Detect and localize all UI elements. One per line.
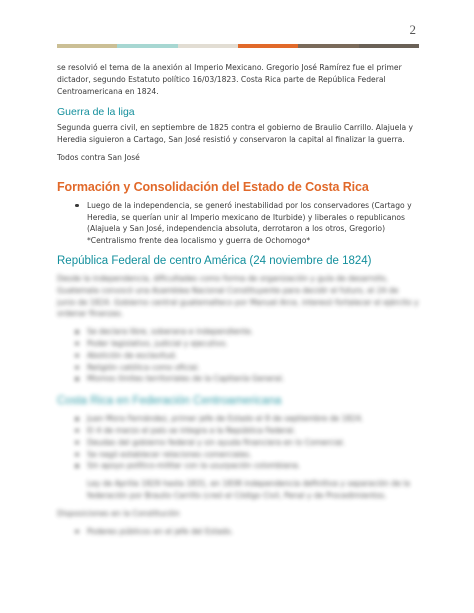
federacion-paragraph: Ley de Aprilia 1829 hasta 1831, en 1838 independencia definitiva y separación de la federación por Braulio Carrillo (creó el Código Civil, Penal y de Procedimientos. [87, 479, 410, 500]
federacion-heading: Costa Rica en Federación Centroamericana [57, 395, 282, 408]
guerra-note: Todos contra San José [57, 152, 140, 162]
list-item: Se negó establecer relaciones comerciales. [87, 449, 419, 461]
republica-paragraph: Desde la independencia, dificultades como forma de organización y guía de desarrollo, Guatemala convocó una Asamblea Nacional Constituyente para decidir el futuro, el 24 de junio de 1824. Gobierno central guatemalteco por Manuel Arce, interesó fortalecer el ejército y ordenar finanzas. [57, 273, 419, 319]
list-item: El 4 de marzo el país se integra a la República Federal. [87, 425, 419, 437]
color-segment [178, 44, 238, 48]
list-item: Religión católica como oficial. [87, 362, 419, 374]
blurred-preview-region [57, 273, 419, 537]
list-item: Abolición de esclavitud. [87, 350, 419, 362]
list-item: Deudas del gobierno federal y sin ayuda financiera en lo Comercial. [87, 437, 419, 449]
guerra-paragraph: Segunda guerra civil, en septiembre de 1825 contra el gobierno de Braulio Carrillo. Alajuela y Heredia siguieron a Cartago, San José resistió y conservaron la capital al finalizar la guerra. [57, 123, 414, 145]
intro-paragraph: se resolvió el tema de la anexión al Imperio Mexicano. Gregorio José Ramírez fue el primer dictador, segundo Estatuto político 16/03/1823. Costa Rica parte de República Federal Centroamericana en 1824. [57, 63, 402, 96]
color-segment [117, 44, 177, 48]
disposiciones-list [57, 526, 419, 538]
color-segment [57, 44, 117, 48]
formacion-heading: Formación y Consolidación del Estado de Costa Rica [57, 179, 369, 194]
color-segment [298, 44, 358, 48]
disposiciones-label: Disposiciones en la Constitución [57, 508, 180, 518]
list-item: Se declara libre, soberana e independiente. [87, 326, 419, 338]
republica-list [57, 326, 419, 385]
list-item: Poderes públicos en el jefe del Estado. [87, 526, 419, 538]
formacion-list [57, 200, 419, 247]
list-item: Luego de la independencia, se generó inestabilidad por los conservadores (Cartago y Heredia, se querían unir al Imperio mexicano de Iturbide) y liberales o republicanos (Alajuela y San José, independencia absoluta, derrotaron a los otros, Gregorio) *Centralismo frente dea localismo y guerra de Ochomogo* [87, 200, 419, 247]
document-body [57, 62, 419, 537]
list-item: Juan Mora Fernández, primer jefe de Estado el 8 de septiembre de 1824. [87, 413, 419, 425]
list-item: Sin apoyo político-militar con la usurpación colombiana. [87, 460, 419, 472]
guerra-heading: Guerra de la liga [57, 106, 135, 119]
list-item: Mismos límites territoriales de la Capitanía General. [87, 373, 419, 385]
page-number: 2 [409, 22, 416, 37]
republica-heading: República Federal de centro América (24 noviembre de 1824) [57, 254, 372, 267]
decorative-color-bar [57, 44, 419, 48]
federacion-list [57, 413, 419, 472]
list-item: Poder legislativo, judicial y ejecutivo. [87, 338, 419, 350]
color-segment [359, 44, 419, 48]
color-segment [238, 44, 298, 48]
